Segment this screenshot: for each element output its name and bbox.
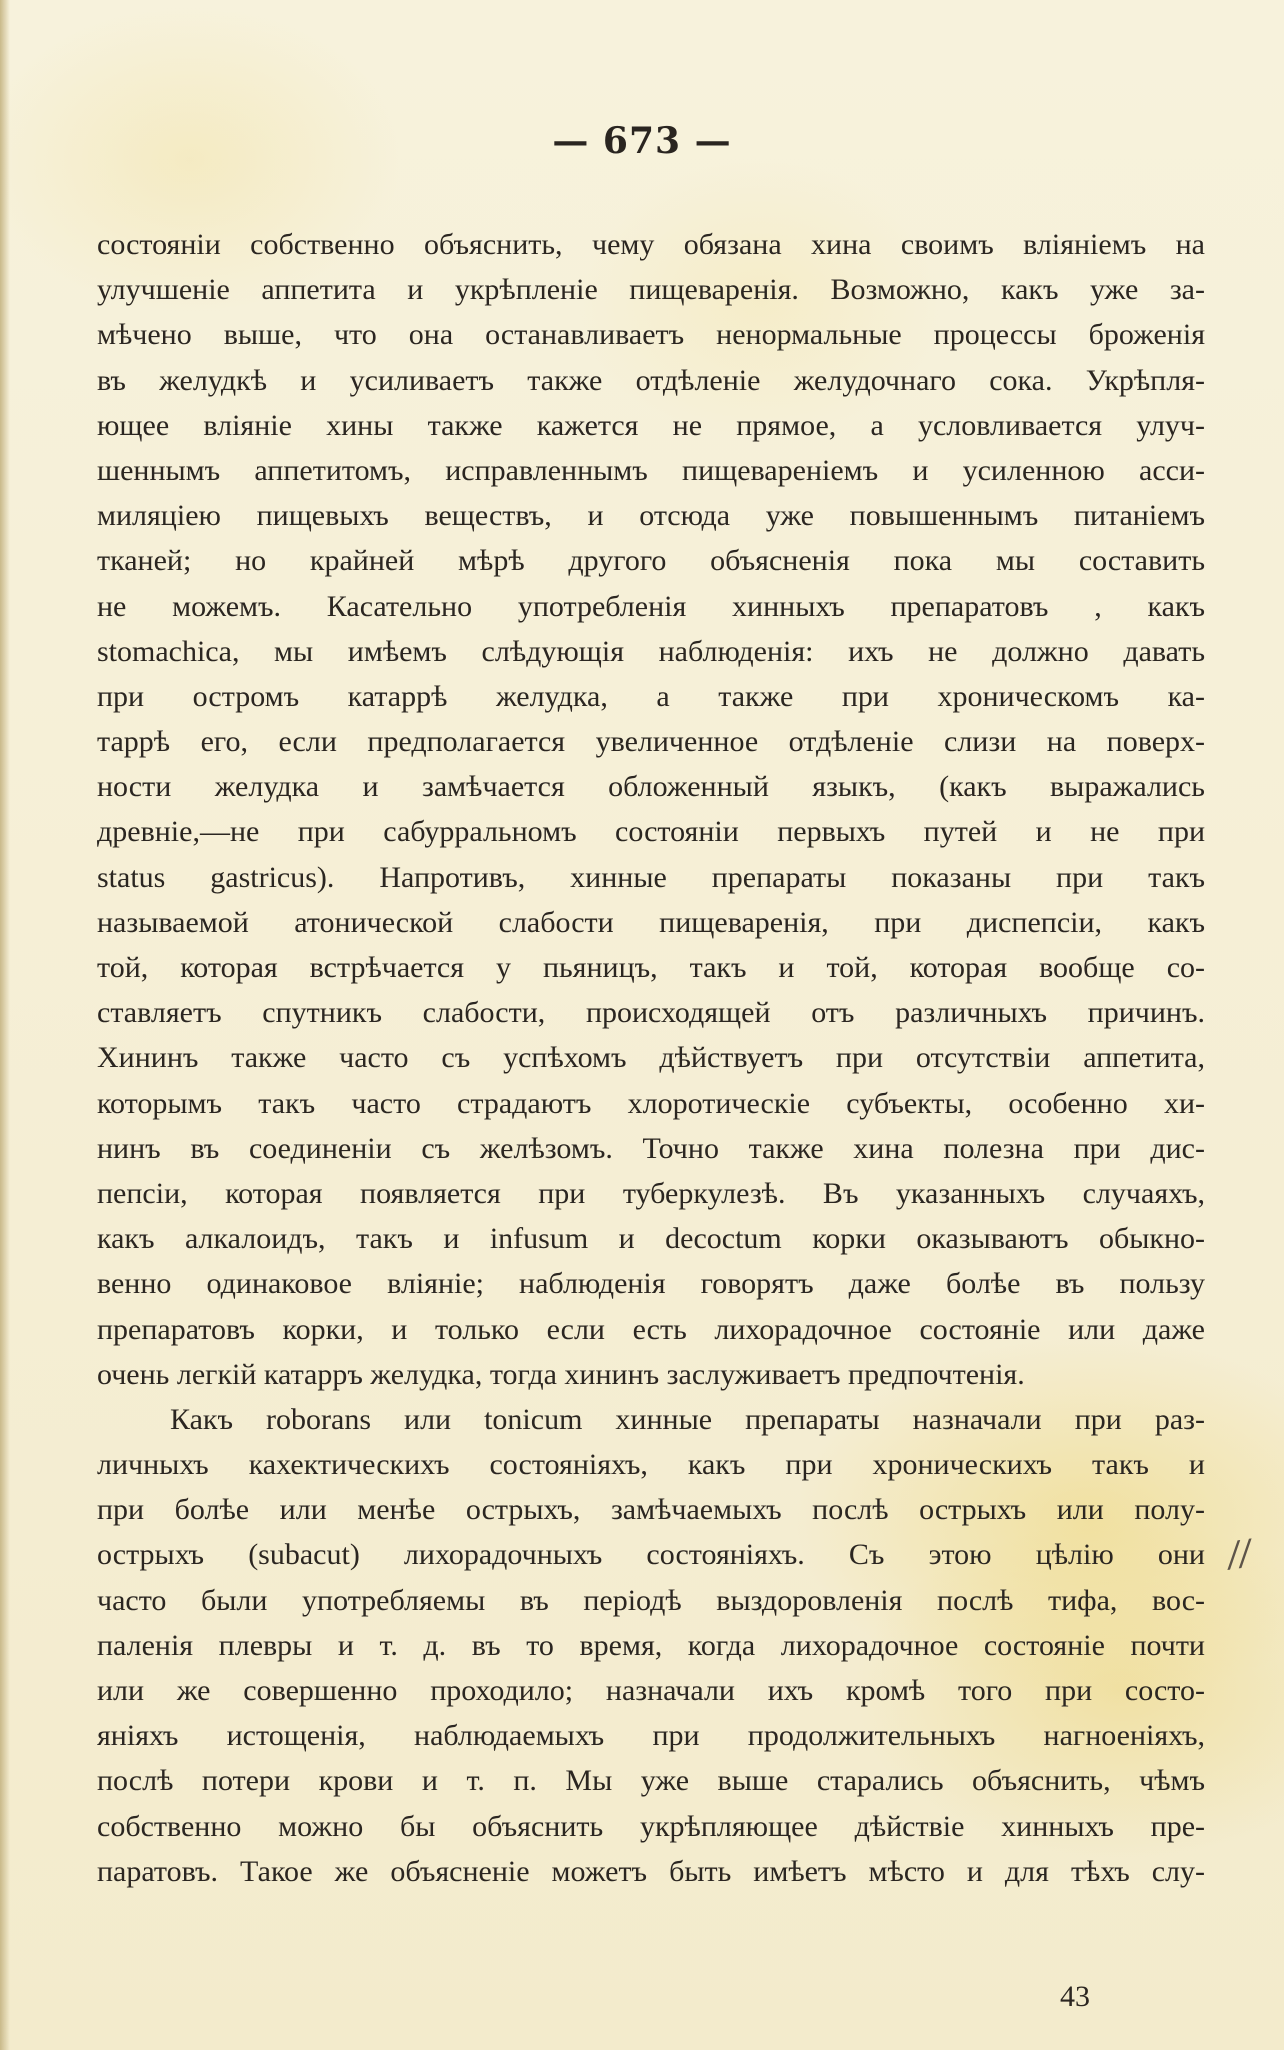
text-line: stomachica, мы имѣемъ слѣдующiя наблюденiя: ихъ не должно давать — [97, 634, 1205, 668]
signature-mark: 43 — [1060, 1980, 1090, 2013]
text-line: венно одинаковое влiянiе; наблюденiя говорятъ даже болѣе въ пользу — [97, 1267, 1205, 1301]
text-line: ющее влiянiе хины также кажется не прямое, а условливается улуч- — [97, 408, 1205, 442]
text-line: янiяхъ истощенiя, наблюдаемыхъ при продолжительныхъ нагноенiяхъ, — [97, 1719, 1205, 1753]
page-number: — 673 — — [552, 120, 732, 162]
text-line: паленiя плевры и т. д. въ то время, когда лихорадочное состоянiе почти — [97, 1628, 1205, 1662]
text-line: очень легкiй катарръ желудка, тогда хининъ заслуживаетъ предпочтенiя. — [97, 1357, 1025, 1391]
text-line: или же совершенно проходило; назначали ихъ кромѣ того при состо- — [97, 1674, 1205, 1707]
text-line: тканей; но крайней мѣрѣ другого объясненiя пока мы составить — [97, 544, 1205, 578]
text-line: какъ алкалоидъ, такъ и infusum и decoctum корки оказываютъ обыкно- — [97, 1222, 1205, 1256]
text-line: мѣчено выше, что она останавливаетъ ненормальные процессы броженiя — [97, 318, 1205, 352]
text-line: часто были употребляемы въ перiодѣ выздоровленiя послѣ тифа, вос- — [97, 1583, 1205, 1617]
margin-pencil-mark: // — [1225, 1532, 1254, 1576]
paragraph-first-line: Какъ roborans или tonicum хинные препараты назначали при раз- — [170, 1402, 1205, 1436]
text-line: острыхъ (subacut) лихорадочныхъ состоянiяхъ. Съ этою цѣлiю они — [97, 1538, 1205, 1572]
text-line: таррѣ его, если предполагается увеличенное отдѣленiе слизи на поверх- — [97, 725, 1205, 759]
body-text — [97, 222, 1205, 1894]
text-line: при остромъ катаррѣ желудка, а также при хроническомъ ка- — [97, 679, 1205, 713]
text-line: ставляетъ спутникъ слабости, происходящей отъ различныхъ причинъ. — [97, 996, 1205, 1030]
text-line: ности желудка и замѣчается обложенный языкъ, (какъ выражались — [97, 770, 1205, 804]
text-line: миляцiею пищевыхъ веществъ, и отсюда уже повышеннымъ питанiемъ — [97, 499, 1205, 533]
text-line: личныхъ кахектическихъ состоянiяхъ, какъ при хроническихъ такъ и — [97, 1448, 1205, 1482]
text-line: называемой атонической слабости пищеваренiя, при диспепсiи, какъ — [97, 905, 1205, 939]
text-line: Хининъ также часто съ успѣхомъ дѣйствуетъ при отсутствiи аппетита, — [97, 1041, 1205, 1075]
text-line: пепсiи, которая появляется при туберкулезѣ. Въ указанныхъ случаяхъ, — [97, 1176, 1205, 1210]
text-line: не можемъ. Касательно употребленiя хинныхъ препаратовъ , какъ — [97, 589, 1205, 623]
text-line: нинъ въ соединенiи съ желѣзомъ. Точно также хина полезна при дис- — [97, 1131, 1205, 1165]
text-line: той, которая встрѣчается у пьяницъ, такъ и той, которая вообще со- — [97, 951, 1205, 984]
text-line: препаратовъ корки, и только если есть лихорадочное состоянiе или даже — [97, 1312, 1205, 1346]
text-line: паратовъ. Такое же объясненiе можетъ быть имѣетъ мѣсто и для тѣхъ слу- — [97, 1854, 1205, 1888]
text-line: улучшенiе аппетита и укрѣпленiе пищеваренiя. Возможно, какъ уже за- — [97, 273, 1205, 307]
text-line: status gastricus). Напротивъ, хинные препараты показаны при такъ — [97, 860, 1205, 894]
text-line: состоянiи собственно объяснить, чему обязана хина своимъ влiянiемъ на — [97, 228, 1205, 261]
text-line: шеннымъ аппетитомъ, исправленнымъ пищеваренiемъ и усиленною асси- — [97, 453, 1205, 487]
text-line: которымъ такъ часто страдаютъ хлоротическiе субъекты, особенно хи- — [97, 1086, 1205, 1120]
text-line: въ желудкѣ и усиливаетъ также отдѣленiе желудочнаго сока. Укрѣпля- — [97, 363, 1205, 397]
text-line: древнiе,—не при сабурральномъ состоянiи первыхъ путей и не при — [97, 815, 1205, 849]
text-line: при болѣе или менѣе острыхъ, замѣчаемыхъ послѣ острыхъ или полу- — [97, 1493, 1205, 1527]
page-edge-shadow — [0, 0, 10, 2050]
text-line: собственно можно бы объяснить укрѣпляющее дѣйствiе хинныхъ пре- — [97, 1809, 1205, 1843]
text-line: послѣ потери крови и т. п. Мы уже выше старались объяснить, чѣмъ — [97, 1764, 1205, 1798]
